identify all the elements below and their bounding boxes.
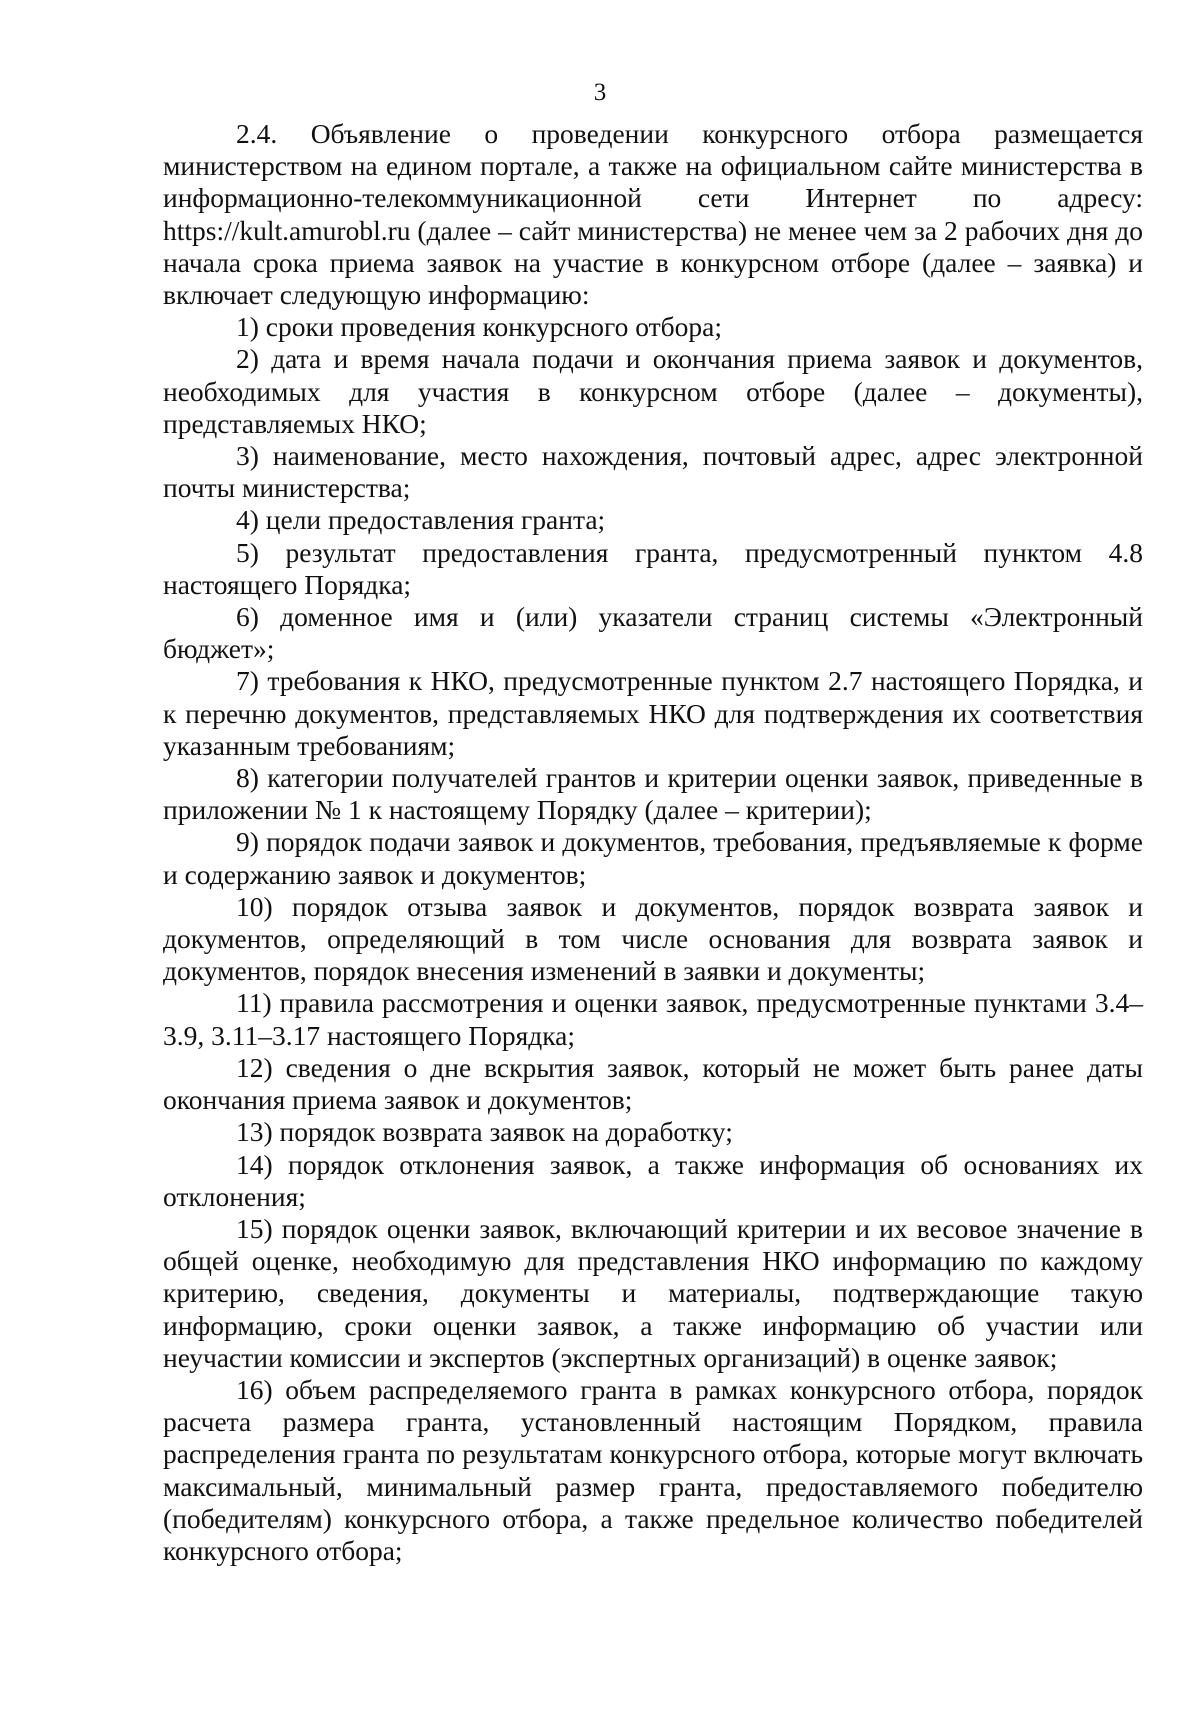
list-item-14: 14) порядок отклонения заявок, а также информация об основаниях их отклонения; — [163, 1148, 1143, 1212]
list-item-10: 10) порядок отзыва заявок и документов, порядок возврата заявок и документов, определяющий в том числе основания для возврата заявок и документов, порядок внесения изменений в заявки и документы; — [163, 890, 1143, 987]
page-number: 3 — [593, 79, 607, 106]
list-item-16: 16) объем распределяемого гранта в рамках конкурсного отбора, порядок расчета размера гранта, установленный настоящим Порядком, правила распределения гранта по результатам конкурсного отбора, которые могут включать максимальный, минимальный размер гранта, предоставляемого победителю (победителям) конкурсного отбора, а также предельное количество победителей конкурсного отбора; — [163, 1373, 1143, 1566]
list-item-13: 13) порядок возврата заявок на доработку; — [236, 1116, 733, 1148]
list-item-8: 8) категории получателей грантов и критерии оценки заявок, приведенные в приложении № 1 к настоящему Порядку (далее – критерии); — [163, 762, 1143, 826]
list-item-2: 2) дата и время начала подачи и окончания приема заявок и документов, необходимых для участия в конкурсном отборе (далее – документы), представляемых НКО; — [163, 343, 1143, 439]
list-item-5: 5) результат предоставления гранта, предусмотренный пунктом 4.8 настоящего Порядка; — [163, 536, 1143, 600]
list-item-15: 15) порядок оценки заявок, включающий критерии и их весовое значение в общей оценке, необходимую для представления НКО информацию по каждому критерию, сведения, документы и материалы, подтверждающие такую информацию, сроки оценки заявок, а также информацию об участии или неучастии комиссии и экспертов (экспертных организаций) в оценке заявок; — [163, 1212, 1143, 1373]
list-item-4: 4) цели предоставления гранта; — [236, 504, 606, 536]
list-item-7: 7) требования к НКО, предусмотренные пунктом 2.7 настоящего Порядка, и к перечню документов, представляемых НКО для подтверждения их соответствия указанным требованиям; — [163, 665, 1143, 761]
list-item-12: 12) сведения о дне вскрытия заявок, который не может быть ранее даты окончания приема заявок и документов; — [163, 1051, 1143, 1116]
paragraph-2-4: 2.4. Объявление о проведении конкурсного отбора размещается министерством на едином портале, а также на официальном сайте министерства в информационно-телекоммуникационной сети Интернет по адресу: https://kult.amurobl.ru (далее – сайт министерства) не менее чем за 2 рабочих дня до начала срока приема заявок на участие в конкурсном отборе (далее – заявка) и включает следующую информацию: — [163, 118, 1143, 311]
list-item-6: 6) доменное имя и (или) указатели страниц системы «Электронный бюджет»; — [163, 601, 1143, 665]
document-body — [163, 118, 1143, 1567]
list-item-3: 3) наименование, место нахождения, почтовый адрес, адрес электронной почты министерства; — [163, 440, 1143, 504]
list-item-11: 11) правила рассмотрения и оценки заявок, предусмотренные пунктами 3.4–3.9, 3.11–3.17 настоящего Порядка; — [163, 987, 1143, 1051]
list-item-1: 1) сроки проведения конкурсного отбора; — [236, 311, 723, 343]
list-item-9: 9) порядок подачи заявок и документов, требования, предъявляемые к форме и содержанию заявок и документов; — [163, 826, 1143, 890]
